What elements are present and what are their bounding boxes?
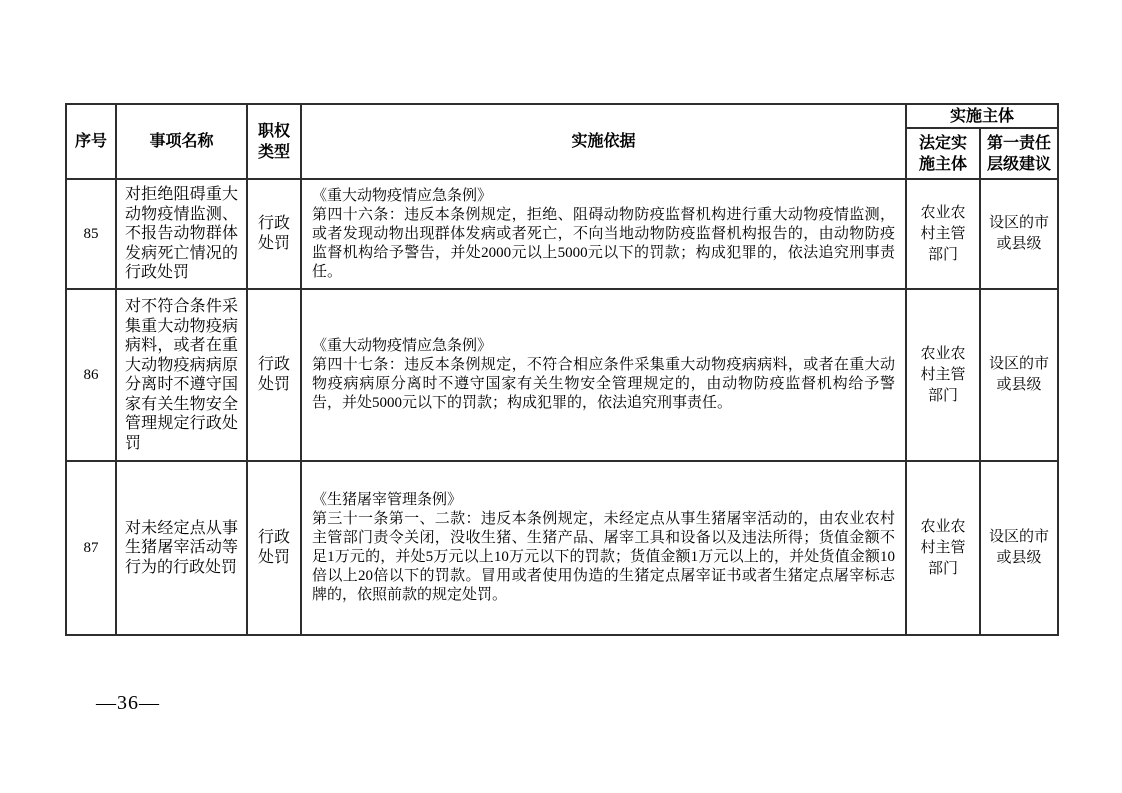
regulation-text: 第四十六条：违反本条例规定，拒绝、阻碍动物防疫监督机构进行重大动物疫情监测，或者发现动物出现群体发病或者死亡，不向当地动物防疫监督机构报告的，由动物防疫监督机构给予警告，并处2000元以上5000元以下的罚款；构成犯罪的，依法追究刑事责任。 [312, 206, 895, 280]
header-implementation-basis: 实施依据 [301, 104, 906, 179]
serial-cell: 85 [66, 179, 116, 289]
header-responsibility-level: 第一责任层级建议 [980, 128, 1058, 179]
serial-cell: 87 [66, 461, 116, 635]
authority-type-cell: 行政处罚 [247, 179, 301, 289]
table-row [66, 289, 1058, 461]
responsibility-level-cell: 设区的市或县级 [980, 179, 1058, 289]
table-row [66, 461, 1058, 635]
implementation-basis-cell [301, 179, 906, 289]
header-serial-number: 序号 [66, 104, 116, 179]
header-implementation-subject: 实施主体 [906, 104, 1058, 128]
header-authority-type: 职权类型 [247, 104, 301, 179]
legal-subject-cell: 农业农村主管部门 [906, 461, 980, 635]
page-number: —36— [96, 692, 160, 714]
legal-subject-cell: 农业农村主管部门 [906, 179, 980, 289]
regulation-title: 《重大动物疫情应急条例》 [312, 187, 493, 204]
regulation-text: 第四十七条：违反本条例规定，不符合相应条件采集重大动物疫病病料，或者在重大动物疫病病原分离时不遵守国家有关生物安全管理规定的，由动物防疫监督机构给予警告，并处5000元以下的罚款；构成犯罪的，依法追究刑事责任。 [312, 357, 895, 411]
serial-cell: 86 [66, 289, 116, 461]
header-item-name: 事项名称 [116, 104, 247, 179]
regulation-text: 第三十一条第一、二款：违反本条例规定，未经定点从事生猪屠宰活动的，由农业农村主管部门责令关闭，没收生猪、生猪产品、屠宰工具和设备以及违法所得；货值金额不足1万元的，并处5万元以上10万元以下的罚款；货值金额1万元以上的，并处货值金额10倍以上20倍以下的罚款。冒用或者使用伪造的生猪定点屠宰证书或者生猪定点屠宰标志牌的，依照前款的规定处罚。 [312, 511, 895, 603]
item-name-cell: 对拒绝阻碍重大动物疫情监测、不报告动物群体发病死亡情况的行政处罚 [116, 179, 247, 289]
implementation-basis-cell [301, 289, 906, 461]
responsibility-level-cell: 设区的市或县级 [980, 461, 1058, 635]
authority-type-cell: 行政处罚 [247, 461, 301, 635]
responsibility-level-cell: 设区的市或县级 [980, 289, 1058, 461]
item-name-cell: 对不符合条件采集重大动物疫病病料，或者在重大动物疫病病原分离时不遵守国家有关生物安全管理规定行政处罚 [116, 289, 247, 461]
implementation-basis-cell [301, 461, 906, 635]
item-name-cell: 对未经定点从事生猪屠宰活动等行为的行政处罚 [116, 461, 247, 635]
authority-items-table [65, 103, 1059, 636]
authority-type-cell: 行政处罚 [247, 289, 301, 461]
regulation-title: 《生猪屠宰管理条例》 [312, 492, 463, 508]
header-legal-subject: 法定实施主体 [906, 128, 980, 179]
table-row [66, 179, 1058, 289]
regulation-title: 《重大动物疫情应急条例》 [312, 338, 493, 354]
legal-subject-cell: 农业农村主管部门 [906, 289, 980, 461]
